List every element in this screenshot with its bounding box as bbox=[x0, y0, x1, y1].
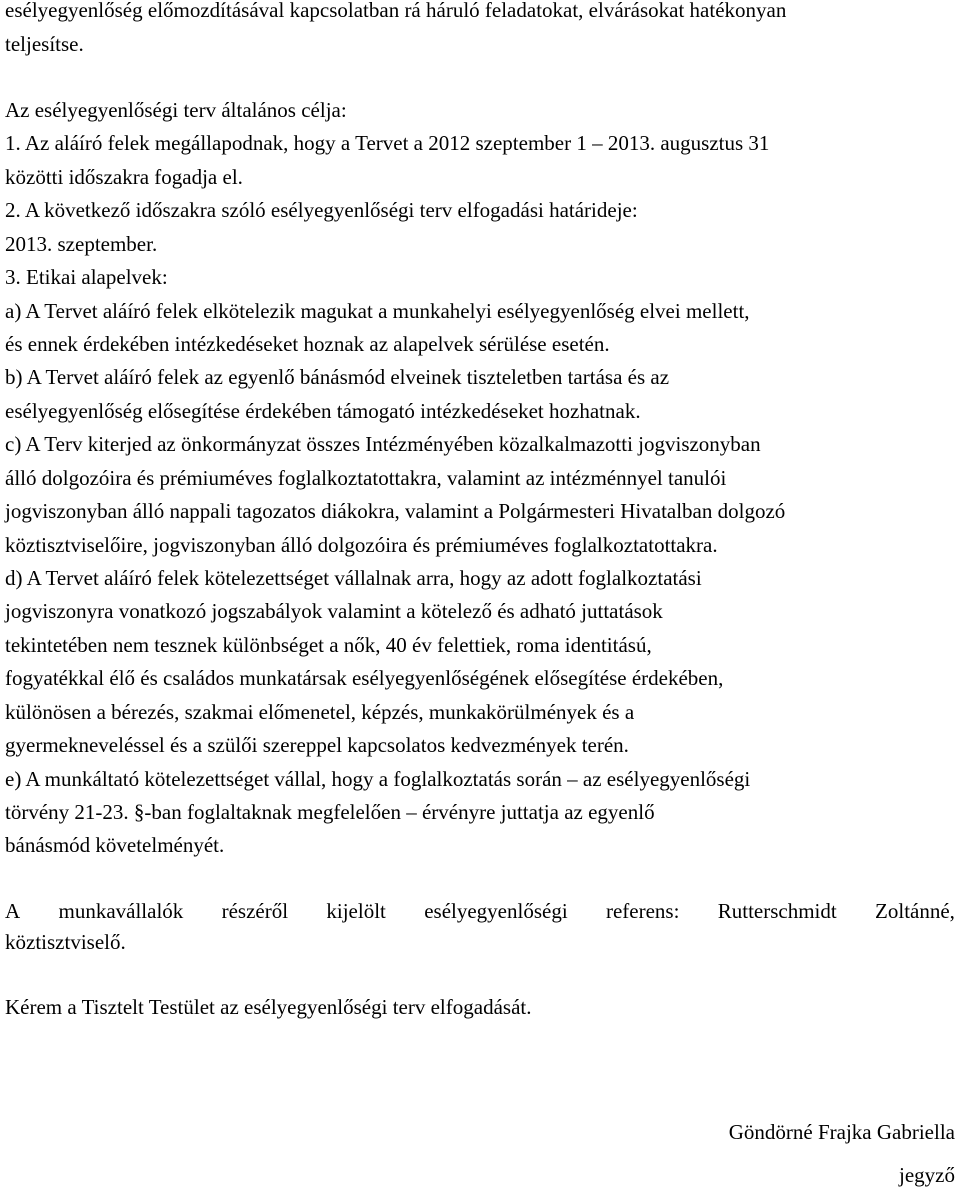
text-line-9: a) A Tervet aláíró felek elkötelezik magukat a munkahelyi esélyegyenlőség elvei mellett, bbox=[5, 299, 750, 323]
text-line-18: jogviszonyra vonatkozó jogszabályok valamint a kötelező és adható juttatások bbox=[5, 599, 663, 623]
text-line-20: fogyatékkal élő és családos munkatársak esélyegyenlőségének elősegítése érdekében, bbox=[5, 666, 724, 690]
referent-word: részéről bbox=[221, 899, 289, 923]
text-line-6: 2. A következő időszakra szóló esélyegyenlőségi terv elfogadási határideje: bbox=[5, 198, 638, 222]
text-line-24: törvény 21-23. §-ban foglaltaknak megfelelően – érvényre juttatja az egyenlő bbox=[5, 800, 655, 824]
text-line-21: különösen a bérezés, szakmai előmenetel, képzés, munkakörülmények és a bbox=[5, 700, 635, 724]
text-line-14: álló dolgozóira és prémiuméves foglalkoztatottakra, valamint az intézménnyel tanulói bbox=[5, 466, 727, 490]
text-line-16: köztisztviselőire, jogviszonyban álló dolgozóira és prémiuméves foglalkoztatottakra. bbox=[5, 533, 718, 557]
text-line-11: b) A Tervet aláíró felek az egyenlő bánásmód elveinek tiszteletben tartása és az bbox=[5, 365, 670, 389]
referent-word: esélyegyenlőségi bbox=[424, 899, 568, 923]
section-heading-goal: Az esélyegyenlőségi terv általános célja: bbox=[5, 98, 347, 122]
text-line-10: és ennek érdekében intézkedéseket hoznak az alapelvek sérülése esetén. bbox=[5, 332, 610, 356]
text-line-23: e) A munkáltató kötelezettséget vállal, hogy a foglalkoztatás során – az esélyegyenlőségi bbox=[5, 767, 751, 791]
text-line-8: 3. Etikai alapelvek: bbox=[5, 265, 168, 289]
referent-word: referens: bbox=[605, 899, 680, 923]
referent-line bbox=[5, 898, 955, 924]
text-line-12: esélyegyenlőség elősegítése érdekében támogató intézkedéseket hozhatnak. bbox=[5, 399, 641, 423]
text-line-7: 2013. szeptember. bbox=[5, 232, 158, 256]
referent-word: A bbox=[5, 899, 21, 923]
text-line-22: gyermekneveléssel és a szülői szereppel kapcsolatos kedvezmények terén. bbox=[5, 733, 629, 757]
text-line-17: d) A Tervet aláíró felek kötelezettséget vállalnak arra, hogy az adott foglalkoztatási bbox=[5, 566, 702, 590]
text-line-2: teljesítse. bbox=[5, 32, 84, 56]
text-line-4: 1. Az aláíró felek megállapodnak, hogy a Tervet a 2012 szeptember 1 – 2013. augusztus 31 bbox=[5, 131, 770, 155]
request-line: Kérem a Tisztelt Testület az esélyegyenlőségi terv elfogadását. bbox=[5, 995, 532, 1019]
signature-title: jegyző bbox=[899, 1163, 955, 1187]
text-line-19: tekintetében nem tesznek különbséget a nők, 40 év felettiek, roma identitású, bbox=[5, 633, 652, 657]
text-line-1: esélyegyenlőség előmozdításával kapcsolatban rá háruló feladatokat, elvárásokat hatékonyan bbox=[5, 0, 787, 22]
text-line-25: bánásmód követelményét. bbox=[5, 833, 225, 857]
referent-word: kijelölt bbox=[326, 899, 386, 923]
referent-word: Zoltánné, bbox=[875, 899, 955, 923]
text-line-13: c) A Terv kiterjed az önkormányzat összes Intézményében közalkalmazotti jogviszonyban bbox=[5, 432, 761, 456]
signature-name: Göndörné Frajka Gabriella bbox=[728, 1120, 955, 1144]
text-line-5: közötti időszakra fogadja el. bbox=[5, 165, 243, 189]
referent-line-2: köztisztviselő. bbox=[5, 930, 126, 954]
referent-word: Rutterschmidt bbox=[717, 899, 837, 923]
text-line-15: jogviszonyban álló nappali tagozatos diákokra, valamint a Polgármesteri Hivatalban dolgozó bbox=[5, 499, 786, 523]
referent-word: munkavállalók bbox=[58, 899, 184, 923]
